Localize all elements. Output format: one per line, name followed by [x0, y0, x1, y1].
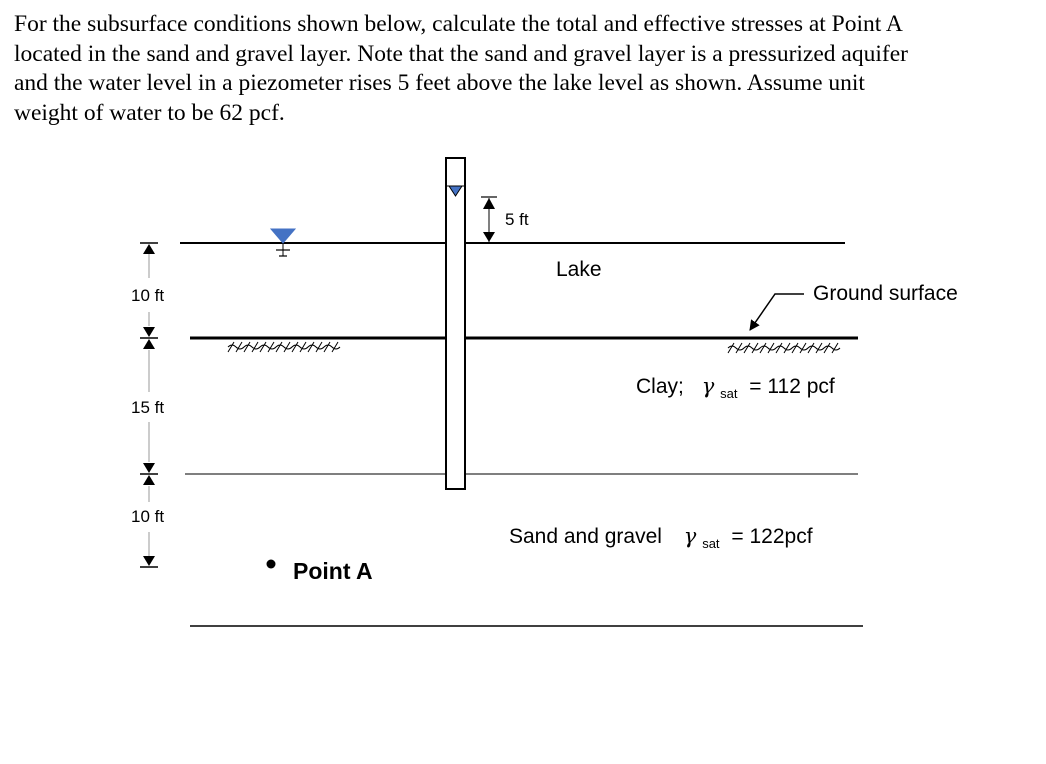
soil-hatching-left: [228, 342, 340, 352]
problem-line-2: located in the sand and gravel layer. Note that the sand and gravel layer is a pressurized aquifer: [14, 40, 908, 67]
problem-line-4: weight of water to be 62 pcf.: [14, 99, 285, 126]
sand-gravel-label: [509, 524, 813, 553]
problem-line-1: For the subsurface conditions shown below, calculate the total and effective stresses at Point A: [14, 11, 903, 37]
sand-gravel-gamma-sub: sat: [702, 536, 720, 551]
problem-line-3: and the water level in a piezometer rises 5 feet above the lake level as shown. Assume unit: [14, 70, 865, 96]
ground-surface-label: Ground surface: [813, 282, 958, 305]
dimension-label-3: 10 ft: [131, 507, 165, 526]
dimension-label-2: 15 ft: [131, 398, 165, 417]
clay-label: [636, 374, 835, 403]
point-a-marker: [267, 560, 276, 569]
clay-gamma: γ: [701, 374, 715, 398]
clay-gamma-sub: sat: [720, 386, 738, 401]
piezometer-rise-dimension: [481, 197, 497, 242]
clay-name: Clay;: [636, 375, 684, 398]
sand-gravel-value: = 122pcf: [731, 525, 813, 548]
dimension-label-1: 10 ft: [131, 286, 165, 305]
sand-gravel-gamma: γ: [683, 524, 697, 548]
soil-hatching-right: [728, 343, 840, 353]
point-a-label: Point A: [293, 558, 373, 584]
lake-label: Lake: [556, 258, 602, 281]
clay-value: = 112 pcf: [749, 375, 835, 398]
piezometer-tube: [446, 158, 465, 489]
ground-surface-leader-arrow: [750, 294, 804, 330]
sand-gravel-name: Sand and gravel: [509, 525, 662, 548]
piezometer-rise-label: 5 ft: [505, 210, 529, 229]
